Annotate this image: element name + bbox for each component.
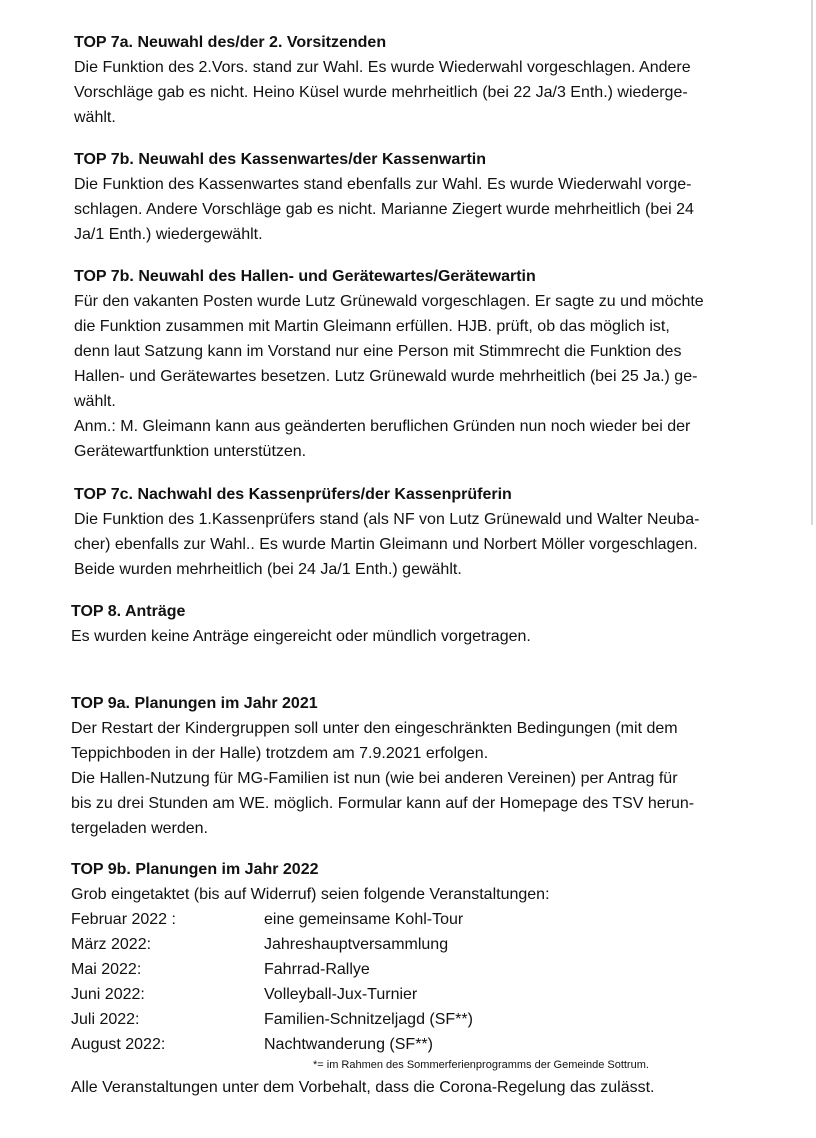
section-top-9a — [71, 691, 771, 841]
event-row — [71, 907, 771, 932]
section-title: TOP 7a. Neuwahl des/der 2. Vorsitzenden — [74, 34, 387, 51]
page-edge-line — [811, 0, 813, 525]
paragraph-line: Die Funktion des Kassenwartes stand ebenfalls zur Wahl. Es wurde Wiederwahl vorge- — [74, 176, 692, 193]
paragraph-line: Für den vakanten Posten wurde Lutz Grünewald vorgeschlagen. Er sagte zu und möchte — [74, 293, 704, 310]
paragraph-line: tergeladen werden. — [71, 820, 208, 837]
paragraph-line: Anm.: M. Gleimann kann aus geänderten beruflichen Gründen nun noch wieder bei der — [74, 418, 691, 435]
section-top-7b-kasse — [74, 147, 774, 247]
event-date: Februar 2022 : — [71, 911, 176, 928]
event-name: Jahreshauptversammlung — [264, 936, 449, 953]
paragraph-line: Teppichboden in der Halle) trotzdem am 7.9.2021 erfolgen. — [71, 745, 489, 762]
paragraph-line: schlagen. Andere Vorschläge gab es nicht. Marianne Ziegert wurde mehrheitlich (bei 24 — [74, 201, 694, 218]
event-date: Mai 2022: — [71, 961, 142, 978]
paragraph-line: die Funktion zusammen mit Martin Gleimann erfüllen. HJB. prüft, ob das möglich ist, — [74, 318, 670, 335]
section-top-7c — [74, 482, 774, 582]
event-row — [71, 1007, 771, 1032]
event-name: Familien-Schnitzeljagd (SF**) — [264, 1011, 473, 1028]
event-name: eine gemeinsame Kohl-Tour — [264, 911, 464, 928]
event-row — [71, 982, 771, 1007]
paragraph-line: cher) ebenfalls zur Wahl.. Es wurde Martin Gleimann und Norbert Möller vorgeschlagen. — [74, 536, 698, 553]
event-name: Volleyball-Jux-Turnier — [264, 986, 418, 1003]
paragraph-line: Beide wurden mehrheitlich (bei 24 Ja/1 Enth.) gewählt. — [74, 561, 462, 578]
paragraph-line: wählt. — [74, 109, 116, 126]
footnote: *= im Rahmen des Sommerferienprogramms der Gemeinde Sottrum. — [313, 1059, 649, 1071]
event-row — [71, 1032, 771, 1057]
paragraph-line: Grob eingetaktet (bis auf Widerruf) seien folgende Veranstaltungen: — [71, 886, 550, 903]
paragraph-line: Hallen- und Gerätewartes besetzen. Lutz Grünewald wurde mehrheitlich (bei 25 Ja.) ge- — [74, 368, 698, 385]
paragraph-line: Gerätewartfunktion unterstützen. — [74, 443, 307, 460]
section-title: TOP 8. Anträge — [71, 603, 186, 620]
paragraph-line: denn laut Satzung kann im Vorstand nur eine Person mit Stimmrecht die Funktion des — [74, 343, 682, 360]
section-top-9b — [71, 857, 771, 1057]
paragraph-line: Vorschläge gab es nicht. Heino Küsel wurde mehrheitlich (bei 22 Ja/3 Enth.) wiederge- — [74, 84, 688, 101]
section-title: TOP 7b. Neuwahl des Kassenwartes/der Kassenwartin — [74, 151, 487, 168]
paragraph-line: wählt. — [74, 393, 116, 410]
event-row — [71, 932, 771, 957]
paragraph-line: bis zu drei Stunden am WE. möglich. Formular kann auf der Homepage des TSV herun- — [71, 795, 695, 812]
section-top-7b-halle — [74, 264, 774, 464]
paragraph-line: Ja/1 Enth.) wiedergewählt. — [74, 226, 263, 243]
event-name: Fahrrad-Rallye — [264, 961, 370, 978]
section-title: TOP 7b. Neuwahl des Hallen- und Gerätewartes/Gerätewartin — [74, 268, 536, 285]
closing-note: Alle Veranstaltungen unter dem Vorbehalt, dass die Corona-Regelung das zulässt. — [71, 1079, 655, 1096]
section-top-7a — [74, 30, 774, 130]
paragraph-line: Die Funktion des 1.Kassenprüfers stand (als NF von Lutz Grünewald und Walter Neuba- — [74, 511, 700, 528]
event-date: August 2022: — [71, 1036, 166, 1053]
event-date: Juli 2022: — [71, 1011, 140, 1028]
event-date: März 2022: — [71, 936, 152, 953]
event-date: Juni 2022: — [71, 986, 145, 1003]
section-title: TOP 7c. Nachwahl des Kassenprüfers/der Kassenprüferin — [74, 486, 512, 503]
section-top-8 — [71, 599, 771, 649]
paragraph-line: Die Funktion des 2.Vors. stand zur Wahl. Es wurde Wiederwahl vorgeschlagen. Andere — [74, 59, 691, 76]
event-name: Nachtwanderung (SF**) — [264, 1036, 433, 1053]
section-title: TOP 9b. Planungen im Jahr 2022 — [71, 861, 319, 878]
paragraph-line: Es wurden keine Anträge eingereicht oder mündlich vorgetragen. — [71, 628, 531, 645]
event-list — [71, 907, 771, 1057]
section-title: TOP 9a. Planungen im Jahr 2021 — [71, 695, 318, 712]
event-row — [71, 957, 771, 982]
paragraph-line: Der Restart der Kindergruppen soll unter den eingeschränkten Bedingungen (mit dem — [71, 720, 678, 737]
paragraph-line: Die Hallen-Nutzung für MG-Familien ist nun (wie bei anderen Vereinen) per Antrag für — [71, 770, 678, 787]
